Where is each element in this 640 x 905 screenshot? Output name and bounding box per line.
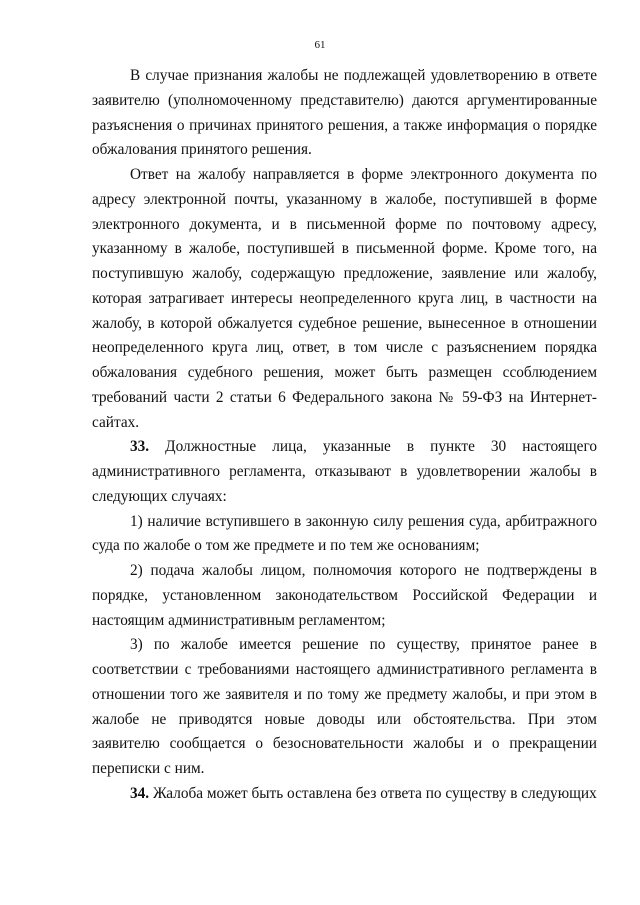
paragraph-text: Жалоба может быть оставлена без ответа по существу в следующих (152, 784, 597, 802)
paragraph-rejection-explanation (92, 64, 597, 163)
document-body (92, 64, 597, 807)
item-number: 34. (130, 784, 150, 802)
paragraph-item-33 (92, 435, 597, 509)
paragraph-subitem-1 (92, 510, 597, 560)
paragraph-text: В случае признания жалобы не подлежащей удовлетворению в ответе заявителю (уполномоченному представителю) даются аргументированные разъяснения о причинах принятого решения, а также информация о порядке обжалования принятого решения. (92, 67, 597, 159)
paragraph-item-34 (92, 782, 597, 807)
paragraph-response-delivery (92, 163, 597, 435)
paragraph-text: 3) по жалобе имеется решение по существу, принятое ранее в соответствии с требованиями настоящего административного регламента в отношении того же заявителя и по тому же предмету жалобы, и при этом в жалобе не приводятся новые доводы или обстоятельства. При этом заявителю сообщается о безосновательности жалобы и о прекращении переписки с ним. (92, 636, 597, 777)
paragraph-text: Ответ на жалобу направляется в форме электронного документа по адресу электронной почты, указанному в жалобе, поступившей в форме электронного документа, и в письменной форме по почтовому адресу, указанному в жалобе, поступившей в письменной форме. Кроме того, на поступившую жалобу, содержащую предложение, заявление или жалобу, которая затрагивает интересы неопределенного круга лиц, в частности на жалобу, в которой обжалуется судебное решение, вынесенное в отношении неопределенного круга лиц, ответ, в том числе с разъяснением порядка обжалования судебного решения, может быть размещен ссоблюдением требований части 2 статьи 6 Федерального закона № 59-ФЗ на Интернет- сайтах. (92, 166, 597, 431)
paragraph-text: 1) наличие вступившего в законную силу решения суда, арбитражного суда по жалобе о том же предмете и по тем же основаниям; (92, 512, 597, 555)
paragraph-subitem-3 (92, 633, 597, 782)
paragraph-subitem-2 (92, 559, 597, 633)
paragraph-text: Должностные лица, указанные в пункте 30 настоящего административного регламента, отказывают в удовлетворении жалобы в следующих случаях: (92, 438, 597, 505)
page-number: 61 (314, 39, 326, 51)
paragraph-text: 2) подача жалобы лицом, полномочия которого не подтверждены в порядке, установленном законодательством Российской Федерации и настоящим административным регламентом; (92, 562, 597, 629)
item-number: 33. (130, 438, 150, 456)
